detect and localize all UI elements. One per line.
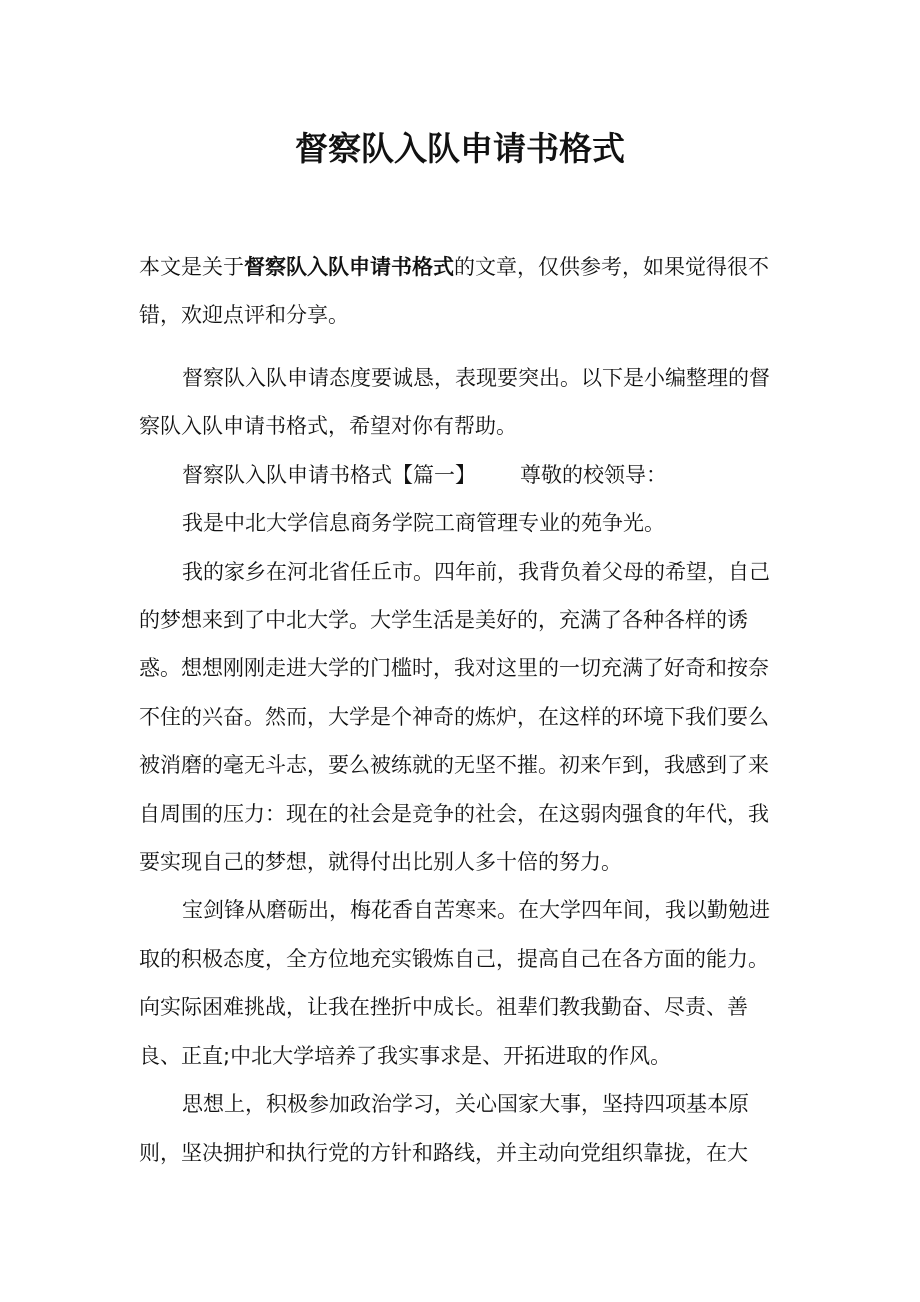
paragraph-ideology: 思想上，积极参加政治学习，关心国家大事，坚持四项基本原则，坚决拥护和执行党的方针和路线，并主动向党组织靠拢，在大 xyxy=(139,1092,749,1165)
intro-suffix: 的文章，仅供参考，如果觉得很不错，欢迎点评和分享。 xyxy=(139,255,769,328)
article-body xyxy=(139,354,781,1177)
section-heading-line xyxy=(139,451,781,499)
paragraph-hometown: 我的家乡在河北省任丘市。四年前，我背负着父母的希望，自己的梦想来到了中北大学。大学生活是美好的，充满了各种各样的诱惑。想想刚刚走进大学的门槛时，我对这里的一切充满了好奇和按奈不住的兴奋。然而，大学是个神奇的炼炉，在这样的环境下我们要么被消磨的毫无斗志，要么被练就的无坚不摧。初来乍到，我感到了来自周围的压力：现在的社会是竞争的社会，在这弱肉强食的年代，我要实现自己的梦想，就得付出比别人多十倍的努力。 xyxy=(139,559,770,875)
document-title: 督察队入队申请书格式 xyxy=(295,129,625,168)
intro-bold-title: 督察队入队申请书格式 xyxy=(244,255,454,279)
section-heading: 督察队入队申请书格式【篇一】 xyxy=(182,462,476,487)
paragraph-self-intro: 我是中北大学信息商务学院工商管理专业的苑争光。 xyxy=(182,511,665,536)
intro-paragraph xyxy=(139,243,781,340)
intro-prefix: 本文是关于 xyxy=(139,255,244,279)
salutation: 尊敬的校领导： xyxy=(520,462,667,487)
paragraph-intro: 督察队入队申请态度要诚恳，表现要突出。以下是小编整理的督察队入队申请书格式，希望对你有帮助。 xyxy=(139,366,770,439)
paragraph-growth: 宝剑锋从磨砺出，梅花香自苦寒来。在大学四年间，我以勤勉进取的积极态度，全方位地充实锻炼自己，提高自己在各方面的能力。向实际困难挑战，让我在挫折中成长。祖辈们教我勤奋、尽责、善良、正直;中北大学培养了我实事求是、开拓进取的作风。 xyxy=(139,898,770,1068)
